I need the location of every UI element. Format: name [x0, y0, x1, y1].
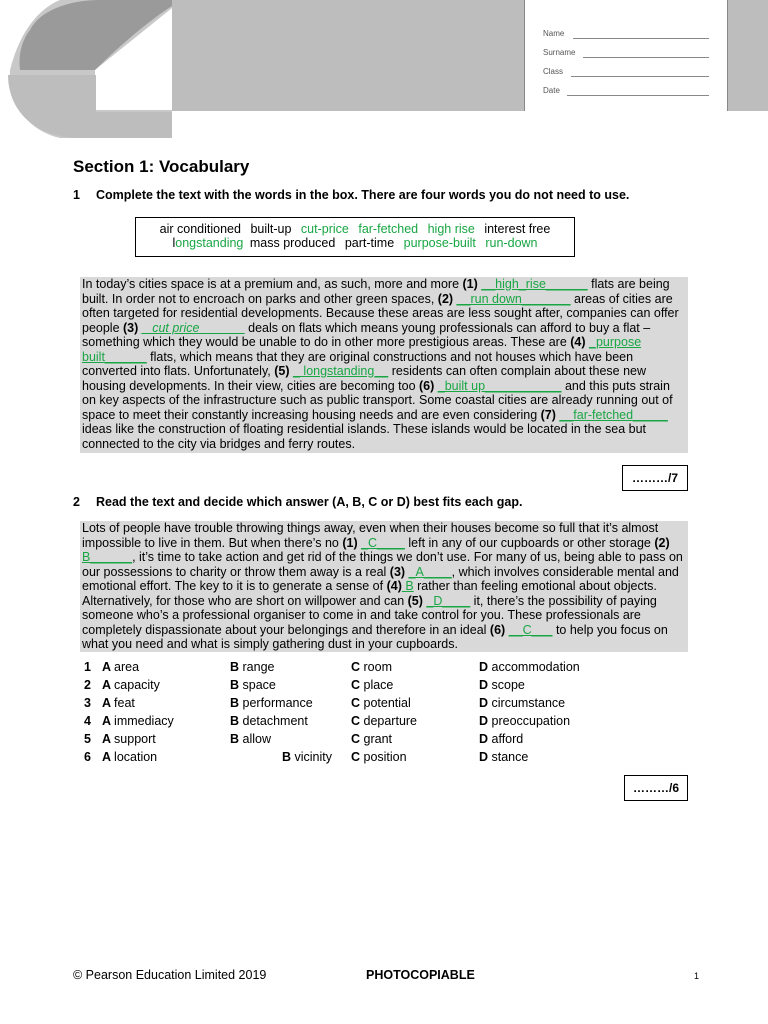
option-word: performance [242, 696, 313, 710]
option-letter: A [102, 714, 115, 728]
option-row-number: 2 [84, 678, 91, 692]
word-box-row-2 [136, 236, 574, 250]
class-line [571, 76, 709, 77]
option-row-number: 1 [84, 660, 91, 674]
passage2-1-text: Lots of people have trouble throwing things away, even when their houses become so full that it’s almost impossible to live in them. But when there’s no [82, 521, 659, 550]
option-letter: D [479, 660, 492, 674]
option-word: detachment [242, 714, 308, 728]
option-c[interactable] [351, 678, 393, 692]
passage-5-text: flats, which means that they are original constructions and not houses which have been converted into flats. Unfortunately, [82, 349, 634, 378]
option-word: scope [491, 678, 525, 692]
gap2-4-answer[interactable]: B [401, 579, 414, 593]
option-letter: D [479, 714, 492, 728]
option-letter: D [479, 732, 492, 746]
option-word: support [114, 732, 156, 746]
option-row-number: 6 [84, 750, 91, 764]
option-letter: B [230, 660, 243, 674]
gap-7-answer[interactable]: __far-fetched_____ [559, 407, 668, 422]
option-word: immediacy [114, 714, 174, 728]
pearson-g-logo [0, 0, 172, 140]
exercise-2-text: Read the text and decide which answer (A, B, C or D) best fits each gap. [96, 495, 523, 509]
option-d[interactable] [479, 750, 528, 764]
gap-1-number: (1) [462, 277, 478, 291]
option-letter: A [102, 750, 115, 764]
option-word: space [242, 678, 276, 692]
passage-7-text: and this puts strain on key aspects of the infrastructure such as public transport. Some coastal cities are already running out of space to meet their constantly increasing housing needs and are even considering [82, 378, 673, 422]
option-c[interactable] [351, 660, 392, 674]
word-air-conditioned: air conditioned [159, 222, 241, 236]
option-word: area [114, 660, 140, 674]
option-word: preoccupation [491, 714, 571, 728]
gap-2-answer[interactable]: __run down_______ [456, 291, 571, 306]
option-word: place [363, 678, 394, 692]
gap-6-number: (6) [419, 378, 435, 393]
passage-3-text: areas of cities are often targeted for residential developments. Because these areas are less sought after, companies can offer people [82, 291, 679, 335]
word-interest-free: interest free [484, 222, 551, 236]
option-letter: A [102, 678, 115, 692]
option-word: potential [363, 696, 411, 710]
option-a[interactable] [102, 678, 160, 692]
word-purpose-built: purpose-built [403, 236, 476, 250]
option-letter: B [230, 732, 243, 746]
exercise-2-passage [80, 521, 688, 652]
option-word: room [363, 660, 392, 674]
footer-photocopiable: PHOTOCOPIABLE [366, 968, 475, 982]
option-row [80, 696, 700, 714]
date-field[interactable] [543, 86, 709, 98]
surname-line [583, 57, 709, 58]
gap2-6-answer[interactable]: __C___ [508, 622, 553, 637]
option-word: location [114, 750, 158, 764]
option-b[interactable] [230, 660, 274, 674]
option-word: accommodation [491, 660, 580, 674]
option-letter: C [351, 660, 364, 674]
header-right-band [726, 0, 768, 111]
passage2-2-text: left in any of our cupboards or other storage [404, 535, 655, 550]
option-letter: A [102, 696, 115, 710]
option-c[interactable] [351, 750, 407, 764]
word-cut-price: cut-price [300, 222, 349, 236]
gap-4-number: (4) [570, 335, 586, 349]
option-letter: C [351, 732, 364, 746]
gap2-2-answer[interactable]: B______ [82, 550, 133, 564]
exercise-1-number: 1 [73, 188, 80, 202]
option-word: grant [363, 732, 392, 746]
option-letter: B [230, 714, 243, 728]
option-word: vicinity [294, 750, 333, 764]
passage-8-text: ideas like the construction of floating residential islands. These islands would be located in the sea but connected to the city via bridges and ferry routes. [82, 422, 647, 451]
class-field[interactable] [543, 67, 709, 79]
option-c[interactable] [351, 696, 411, 710]
option-letter: D [479, 678, 492, 692]
word-run-down: run-down [485, 236, 538, 250]
option-a[interactable] [102, 750, 157, 764]
exercise-2-number: 2 [73, 495, 80, 509]
option-row [80, 678, 700, 696]
date-label: Date [543, 86, 560, 95]
gap2-2-number: (2) [654, 535, 670, 550]
gap-3-answer[interactable]: _ cut price ______ [141, 320, 245, 335]
option-a[interactable] [102, 660, 139, 674]
option-word: circumstance [491, 696, 566, 710]
option-word: afford [491, 732, 524, 746]
gap-4-answer[interactable]: _purpose built______ [82, 335, 642, 364]
option-b[interactable] [282, 750, 332, 764]
gap2-4-number: (4) [386, 579, 402, 593]
word-part-time: part-time [344, 236, 395, 250]
gap2-3-answer[interactable]: _A____ [408, 564, 452, 579]
word-longstanding-rest: ongstanding [175, 236, 244, 250]
word-far-fetched: far-fetched [358, 222, 419, 236]
gap-6-answer[interactable]: _built up___________ [437, 378, 562, 393]
option-a[interactable] [102, 696, 135, 710]
option-word: departure [363, 714, 418, 728]
name-label: Name [543, 29, 565, 38]
word-longstanding [172, 236, 243, 250]
page-number: 1 [694, 971, 700, 981]
option-row [80, 732, 700, 750]
passage2-3-text: , it’s time to take action and get rid of the things we don’t use. For many of us, being able to pass on our possessions to charity or throw them away is a real [82, 550, 683, 579]
option-row [80, 714, 700, 732]
option-letter: C [351, 678, 364, 692]
option-d[interactable] [479, 732, 523, 746]
exercise-1-passage [80, 277, 688, 453]
date-line [567, 95, 709, 96]
word-mass-produced: mass produced [249, 236, 336, 250]
class-label: Class [543, 67, 564, 76]
option-d[interactable] [479, 714, 570, 728]
option-word: range [242, 660, 275, 674]
option-row-number: 5 [84, 732, 91, 746]
gap-5-number: (5) [274, 364, 290, 378]
exercise-1-score[interactable]: ………/7 [622, 465, 688, 491]
option-letter: D [479, 696, 492, 710]
passage-4-text: deals on flats which means young professionals can afford to buy a flat – something which they would be unable to do in other more prestigious areas. These are [82, 320, 651, 349]
option-a[interactable] [102, 714, 174, 728]
gap-2-number: (2) [437, 291, 454, 306]
option-letter: B [230, 696, 243, 710]
gap-1-answer[interactable]: __high_rise______ [481, 277, 588, 291]
option-word: allow [242, 732, 271, 746]
option-d[interactable] [479, 660, 580, 674]
gap-7-number: (7) [540, 407, 556, 422]
option-letter: B [282, 750, 295, 764]
option-d[interactable] [479, 678, 525, 692]
gap2-1-answer[interactable]: _C____ [361, 535, 405, 550]
passage-6-text: residents can often complain about these new housing developments. In their view, cities are becoming too [82, 364, 647, 393]
option-b[interactable] [230, 678, 276, 692]
option-letter: A [102, 660, 115, 674]
section-title: Section 1: Vocabulary [73, 157, 250, 176]
gap-5-answer[interactable]: _ longstanding__ [293, 364, 389, 378]
passage2-4-text: , which involves considerable mental and emotional effort. The key to it is to generate a sense of [82, 564, 679, 593]
header-band [172, 0, 524, 111]
exercise-2-score[interactable]: ………/6 [624, 775, 688, 801]
option-word: stance [491, 750, 529, 764]
passage-1-text: In today’s cities space is at a premium and, as such, more and more [82, 277, 463, 291]
option-letter: D [479, 750, 492, 764]
passage2-7-text: to help you focus on what you need and what is simply gathering dust in your cupboards. [82, 622, 668, 651]
name-line [573, 38, 709, 39]
option-row [80, 660, 700, 678]
option-word: capacity [114, 678, 160, 692]
option-letter: C [351, 750, 364, 764]
passage-2-text: flats are being built. In order not to encroach on parks and other green spaces, [82, 277, 670, 306]
option-word: feat [114, 696, 135, 710]
gap2-6-number: (6) [489, 622, 506, 637]
word-built-up: built-up [250, 222, 292, 236]
word-box-row-1 [136, 222, 574, 236]
option-letter: B [230, 678, 243, 692]
option-d[interactable] [479, 696, 565, 710]
option-row-number: 3 [84, 696, 91, 710]
word-longstanding-first: l [172, 236, 176, 250]
passage2-5-text: rather than feeling emotional about objects. Alternatively, for those who are short on willpower and can [82, 579, 657, 608]
option-letter: C [351, 696, 364, 710]
option-a[interactable] [102, 732, 156, 746]
exercise-1-text: Complete the text with the words in the box. There are four words you do not need to use. [96, 188, 630, 202]
option-c[interactable] [351, 714, 417, 728]
option-letter: A [102, 732, 115, 746]
surname-field[interactable] [543, 48, 709, 60]
surname-label: Surname [543, 48, 576, 57]
passage2-6-text: it, there’s the possibility of paying someone who’s a professional organiser to come in and take control for you. These professionals are completely dispassionate about your belongings and therefore in an ideal [82, 593, 657, 637]
option-b[interactable] [230, 696, 313, 710]
word-high-rise: high rise [427, 222, 475, 236]
gap2-1-number: (1) [342, 535, 358, 550]
footer-copyright: © Pearson Education Limited 2019 [73, 968, 267, 982]
gap-3-number: (3) [123, 320, 139, 335]
word-box [135, 217, 575, 257]
option-row-number: 4 [84, 714, 91, 728]
option-b[interactable] [230, 714, 308, 728]
option-c[interactable] [351, 732, 392, 746]
gap2-5-number: (5) [407, 593, 423, 608]
option-word: position [363, 750, 407, 764]
gap2-5-answer[interactable]: _D____ [426, 593, 471, 608]
option-b[interactable] [230, 732, 271, 746]
option-letter: C [351, 714, 364, 728]
gap2-3-number: (3) [389, 564, 406, 579]
option-row [80, 750, 700, 768]
name-field[interactable] [543, 29, 709, 41]
student-info-box [524, 0, 728, 111]
